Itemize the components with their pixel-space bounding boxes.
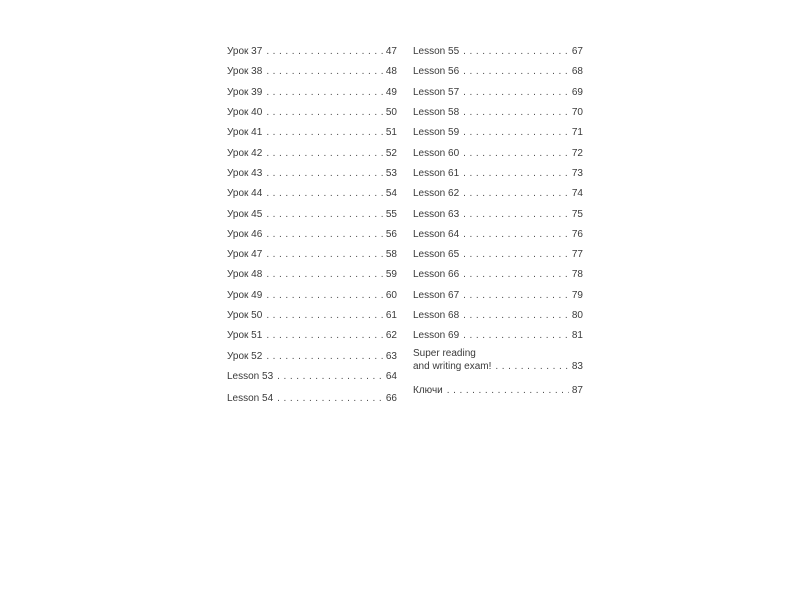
toc-leader-dots: [266, 330, 383, 342]
toc-leader-dots: [463, 290, 569, 302]
toc-entry-page: 67: [571, 46, 583, 58]
toc-entry-title: Lesson 54: [227, 392, 274, 404]
toc-entry-page: 56: [385, 228, 397, 240]
toc-entry[interactable]: [227, 103, 397, 123]
toc-entry-title: Урок 39: [227, 86, 263, 98]
toc-leader-dots: [463, 168, 569, 180]
toc-entry-page: 72: [571, 147, 583, 159]
toc-entry[interactable]: [227, 245, 397, 265]
toc-entry-title: Lesson 69: [413, 330, 460, 342]
toc-entry-page: 54: [385, 188, 397, 200]
toc-entry-title: Lesson 64: [413, 228, 460, 240]
toc-entry-page: 73: [571, 167, 583, 179]
toc-entry[interactable]: [227, 286, 397, 306]
toc-entry-page: 66: [385, 392, 397, 404]
toc-leader-dots: [266, 87, 383, 99]
toc-leader-dots: [495, 361, 569, 373]
toc-entry-page: 63: [385, 350, 397, 362]
toc-leader-dots: [463, 310, 569, 322]
toc-entry[interactable]: [413, 164, 583, 184]
toc-entry-title: Lesson 67: [413, 289, 460, 301]
toc-entry-title: Урок 50: [227, 310, 263, 321]
toc-entry-page: 52: [385, 147, 397, 159]
toc-entry[interactable]: [413, 380, 583, 400]
toc-entry[interactable]: [227, 306, 397, 326]
toc-leader-dots: [277, 371, 383, 383]
toc-leader-dots: [266, 249, 383, 261]
toc-entry-title: Lesson 68: [413, 310, 460, 321]
toc-entry[interactable]: [227, 204, 397, 224]
toc-entry[interactable]: [413, 265, 583, 285]
toc-leader-dots: [463, 148, 569, 160]
toc-leader-dots: [463, 188, 569, 200]
toc-entry-title: Урок 44: [227, 188, 263, 200]
toc-entry-page: 81: [571, 330, 583, 342]
toc-leader-dots: [463, 229, 569, 241]
toc-entry[interactable]: [227, 42, 397, 62]
toc-leader-dots: [266, 66, 383, 78]
toc-leader-dots: [463, 107, 569, 119]
toc-entry[interactable]: [227, 143, 397, 163]
toc-entry-page: 83: [571, 361, 583, 373]
toc-entry-page: 61: [385, 310, 397, 321]
toc-entry[interactable]: [227, 83, 397, 103]
toc-entry-title: Урок 40: [227, 107, 263, 119]
toc-entry-page: 64: [385, 370, 397, 382]
toc-entry[interactable]: [227, 184, 397, 204]
toc-entry-title: Lesson 55: [413, 46, 460, 58]
toc-entry-page: 60: [385, 289, 397, 301]
toc-leader-dots: [266, 168, 383, 180]
toc-entry-page: 48: [385, 66, 397, 78]
toc-leader-dots: [447, 385, 569, 397]
toc-entry[interactable]: [227, 225, 397, 245]
toc-entry-title: Lesson 61: [413, 167, 460, 179]
toc-leader-dots: [463, 66, 569, 78]
toc-leader-dots: [266, 290, 383, 302]
toc-entry-page: 47: [385, 46, 397, 58]
toc-leader-dots: [266, 107, 383, 119]
toc-entry-page: 59: [385, 269, 397, 281]
toc-leader-dots: [266, 127, 383, 139]
toc-entry[interactable]: [227, 326, 397, 346]
toc-entry-page: 76: [571, 228, 583, 240]
toc-entry-page: 74: [571, 188, 583, 200]
toc-entry-title: Lesson 62: [413, 188, 460, 200]
toc-entry-title: Урок 51: [227, 330, 263, 342]
toc-entry[interactable]: [413, 83, 583, 103]
toc-entry-title: Lesson 60: [413, 147, 460, 159]
toc-entry-page: 53: [385, 167, 397, 179]
toc-entry-page: 70: [571, 107, 583, 119]
toc-entry[interactable]: [413, 143, 583, 163]
toc-entry[interactable]: [413, 103, 583, 123]
toc-entry-title: Урок 52: [227, 350, 263, 362]
toc-entry-title: Ключи: [413, 384, 443, 396]
toc-entry[interactable]: [413, 42, 583, 62]
toc-entry[interactable]: [413, 286, 583, 306]
toc-leader-dots: [277, 393, 383, 405]
toc-leader-dots: [463, 249, 569, 261]
toc-column-right: [413, 42, 583, 401]
toc-entry[interactable]: [227, 389, 397, 409]
toc-leader-dots: [266, 148, 383, 160]
toc-entry-page: 68: [571, 66, 583, 78]
toc-leader-dots: [463, 127, 569, 139]
toc-entry[interactable]: [413, 326, 583, 346]
toc-entry-page: 87: [571, 384, 583, 396]
toc-entry-title: Lesson 66: [413, 269, 460, 281]
toc-entry-page: 69: [571, 86, 583, 98]
toc-column-left: [227, 42, 397, 409]
toc-entry-page: 75: [571, 208, 583, 220]
toc-entry-title: Lesson 53: [227, 370, 274, 382]
toc-entry[interactable]: [413, 245, 583, 265]
toc-leader-dots: [463, 330, 569, 342]
toc-entry-title: Урок 41: [227, 127, 263, 139]
toc-entry-title-line2: and writing exam!: [413, 361, 492, 373]
toc-leader-dots: [266, 351, 383, 363]
toc-entry-title: Lesson 56: [413, 66, 460, 78]
toc-entry[interactable]: [227, 62, 397, 82]
toc-entry-title: Lesson 57: [413, 86, 460, 98]
toc-entry-title-line1: Super reading: [413, 348, 476, 360]
toc-entry-title: Урок 45: [227, 208, 263, 220]
toc-entry-title: Урок 49: [227, 289, 263, 301]
toc-entry-title: Lesson 63: [413, 208, 460, 220]
toc-entry-title: Lesson 59: [413, 127, 460, 139]
toc-leader-dots: [463, 46, 569, 58]
toc-leader-dots: [266, 269, 383, 281]
toc-entry-title: Урок 48: [227, 269, 263, 281]
toc-entry[interactable]: [413, 184, 583, 204]
toc-leader-dots: [463, 87, 569, 99]
toc-leader-dots: [266, 229, 383, 241]
toc-entry-page: 51: [385, 127, 397, 139]
toc-entry-page: 55: [385, 208, 397, 220]
toc-entry[interactable]: [413, 123, 583, 143]
toc-entry-title: Урок 37: [227, 46, 263, 58]
toc-entry-line2: [413, 360, 583, 374]
toc-entry-title: Урок 38: [227, 66, 263, 78]
toc-entry[interactable]: [227, 265, 397, 285]
toc-leader-dots: [266, 46, 383, 58]
toc-entry-title: Урок 43: [227, 167, 263, 179]
toc-entry-page: 50: [385, 107, 397, 119]
toc-entry-page: 62: [385, 330, 397, 342]
toc-entry-page: 78: [571, 269, 583, 281]
toc-entry-page: 77: [571, 249, 583, 261]
toc-entry[interactable]: [413, 62, 583, 82]
toc-entry[interactable]: [413, 306, 583, 326]
toc-entry-title: Урок 47: [227, 249, 263, 261]
toc-entry-page: 79: [571, 289, 583, 301]
toc-leader-dots: [266, 209, 383, 221]
toc-entry-page: 80: [571, 310, 583, 321]
toc-leader-dots: [463, 209, 569, 221]
toc-entry[interactable]: [227, 367, 397, 387]
toc-entry-title: Lesson 58: [413, 107, 460, 119]
toc-entry-page: 49: [385, 86, 397, 98]
toc-entry[interactable]: [413, 204, 583, 224]
toc-entry[interactable]: [413, 225, 583, 245]
toc-entry[interactable]: [227, 346, 397, 366]
toc-entry[interactable]: [227, 123, 397, 143]
toc-entry[interactable]: [227, 164, 397, 184]
toc-entry-page: 58: [385, 249, 397, 261]
toc-entry-title: Урок 42: [227, 147, 263, 159]
toc-leader-dots: [266, 188, 383, 200]
toc-entry-page: 71: [571, 127, 583, 139]
toc-leader-dots: [266, 310, 383, 322]
toc-entry-title: Lesson 65: [413, 249, 460, 261]
toc-entry-title: Урок 46: [227, 228, 263, 240]
toc-leader-dots: [463, 269, 569, 281]
toc-entry-multiline[interactable]: [413, 346, 583, 380]
